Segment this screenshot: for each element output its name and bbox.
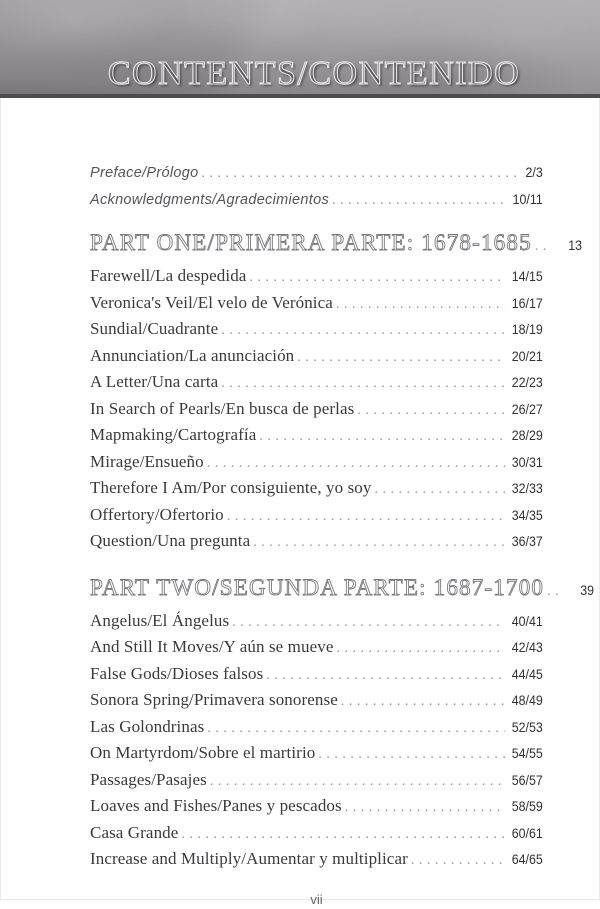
dot-leader bbox=[259, 424, 505, 450]
toc-entry bbox=[90, 715, 543, 742]
toc-entry-title: Sonora Spring/Primavera sonorense bbox=[90, 690, 338, 709]
toc-entry-title: Mapmaking/Cartografía bbox=[90, 425, 257, 444]
section-part-two bbox=[90, 573, 595, 874]
table-of-contents bbox=[90, 98, 595, 909]
toc-entry-title: Question/Una pregunta bbox=[90, 531, 251, 550]
toc-entry bbox=[90, 423, 543, 450]
toc-entry bbox=[90, 821, 543, 848]
page-number: 34/35 bbox=[511, 507, 543, 523]
toc-entry bbox=[90, 609, 543, 636]
dot-leader bbox=[547, 576, 561, 607]
toc-entry bbox=[90, 768, 543, 795]
toc-entry bbox=[90, 662, 543, 689]
page-number: 32/33 bbox=[511, 481, 543, 496]
toc-entry-title: Passages/Pasajes bbox=[90, 769, 207, 789]
toc-entry bbox=[90, 476, 543, 503]
dot-leader bbox=[318, 742, 505, 768]
page-number: 2/3 bbox=[525, 165, 543, 180]
dot-leader bbox=[411, 848, 505, 874]
toc-row-acknowledgments bbox=[90, 187, 543, 214]
page-number: 13 bbox=[567, 238, 582, 253]
page-number: 40/41 bbox=[511, 613, 543, 629]
page-number: 36/37 bbox=[511, 534, 543, 549]
dot-leader bbox=[201, 160, 520, 187]
toc-entry-title: In Search of Pearls/En busca de perlas bbox=[90, 398, 355, 418]
page-number: 28/29 bbox=[511, 428, 543, 443]
section-heading: PART TWO/SEGUNDA PARTE: 1687-1700 bbox=[90, 574, 545, 600]
dot-leader bbox=[332, 187, 506, 214]
front-matter bbox=[90, 98, 543, 214]
dot-leader bbox=[232, 610, 505, 636]
toc-entry-title: Angelus/El Ángelus bbox=[90, 610, 230, 630]
section-heading-row bbox=[90, 573, 595, 607]
toc-entry-title: On Martyrdom/Sobre el martirio bbox=[90, 743, 316, 762]
toc-entry-title: Annunciation/La anunciación bbox=[90, 345, 295, 365]
toc-row-preface bbox=[90, 160, 543, 187]
dot-leader bbox=[249, 265, 505, 291]
page-number: 56/57 bbox=[511, 772, 543, 788]
dot-leader bbox=[221, 371, 505, 397]
page-number: 52/53 bbox=[511, 719, 543, 735]
dot-leader bbox=[357, 398, 505, 424]
page-number: 44/45 bbox=[511, 666, 543, 682]
toc-entry-title: Acknowledgments/Agradecimientos bbox=[90, 192, 329, 208]
toc-entry bbox=[90, 264, 543, 291]
page-number: 26/27 bbox=[511, 401, 543, 417]
dot-leader bbox=[297, 345, 505, 371]
toc-entry bbox=[90, 794, 543, 821]
toc-entry bbox=[90, 370, 543, 397]
toc-entry bbox=[90, 635, 543, 662]
dot-leader bbox=[253, 530, 505, 556]
toc-entry-title: Offertory/Ofertorio bbox=[90, 504, 224, 524]
toc-entry-title: A Letter/Una carta bbox=[90, 372, 219, 391]
dot-leader bbox=[375, 477, 506, 503]
page-number: 58/59 bbox=[511, 799, 543, 814]
toc-entry-title: Casa Grande bbox=[90, 822, 179, 842]
header-banner bbox=[0, 0, 600, 98]
toc-entry-title: False Gods/Dioses falsos bbox=[90, 663, 264, 683]
toc-entry bbox=[90, 529, 543, 556]
dot-leader bbox=[207, 716, 505, 742]
page-title: CONTENTS/CONTENIDO bbox=[107, 55, 521, 92]
dot-leader bbox=[181, 822, 505, 848]
toc-entry-title: And Still It Moves/Y aún se mueve bbox=[90, 637, 334, 656]
dot-leader bbox=[266, 663, 505, 689]
dot-leader bbox=[535, 231, 549, 262]
dot-leader bbox=[341, 689, 505, 715]
toc-entry bbox=[90, 503, 543, 530]
section-heading-row bbox=[90, 228, 582, 262]
dot-leader bbox=[221, 318, 505, 344]
toc-entry bbox=[90, 688, 543, 715]
toc-entry-title: Mirage/Ensueño bbox=[90, 451, 204, 471]
page-number: 16/17 bbox=[511, 295, 543, 311]
page-number: 60/61 bbox=[511, 825, 543, 841]
page-number: 10/11 bbox=[512, 192, 543, 207]
toc-entry bbox=[90, 847, 543, 874]
page-number: 22/23 bbox=[511, 375, 543, 390]
page-number: 14/15 bbox=[511, 269, 543, 284]
page-number: 64/65 bbox=[511, 852, 543, 867]
toc-entry bbox=[90, 450, 543, 477]
page-number: 30/31 bbox=[511, 454, 543, 470]
toc-entry-title: Farewell/La despedida bbox=[90, 266, 247, 285]
section-entries bbox=[90, 264, 543, 556]
page-number: 42/43 bbox=[511, 640, 543, 655]
toc-entry-title: Las Golondrinas bbox=[90, 716, 205, 736]
toc-entry-title: Veronica's Veil/El velo de Verónica bbox=[90, 292, 333, 312]
dot-leader bbox=[210, 769, 505, 795]
toc-entry-title: Sundial/Cuadrante bbox=[90, 319, 219, 338]
dot-leader bbox=[227, 504, 505, 530]
page-number: 39 bbox=[580, 582, 595, 598]
dot-leader bbox=[336, 636, 505, 662]
toc-entry-title: Preface/Prólogo bbox=[90, 165, 199, 181]
toc-entry bbox=[90, 317, 543, 344]
page-number: 20/21 bbox=[511, 348, 543, 364]
section-part-one bbox=[90, 228, 582, 556]
dot-leader bbox=[336, 292, 505, 318]
section-heading: PART ONE/PRIMERA PARTE: 1678-1685 bbox=[90, 230, 532, 255]
dot-leader bbox=[345, 795, 505, 821]
dot-leader bbox=[207, 451, 505, 477]
toc-entry bbox=[90, 344, 543, 371]
folio-page-number: vii bbox=[310, 891, 323, 907]
toc-entry bbox=[90, 291, 543, 318]
page-number: 18/19 bbox=[511, 322, 543, 337]
page-number: 48/49 bbox=[511, 693, 543, 708]
toc-entry-title: Loaves and Fishes/Panes y pescados bbox=[90, 796, 342, 815]
toc-entry-title: Increase and Multiply/Aumentar y multiplicar bbox=[90, 849, 408, 868]
page-number: 54/55 bbox=[511, 746, 543, 761]
toc-entry-title: Therefore I Am/Por consiguiente, yo soy bbox=[90, 478, 372, 497]
toc-entry bbox=[90, 741, 543, 768]
toc-entry bbox=[90, 397, 543, 424]
section-entries bbox=[90, 609, 543, 874]
